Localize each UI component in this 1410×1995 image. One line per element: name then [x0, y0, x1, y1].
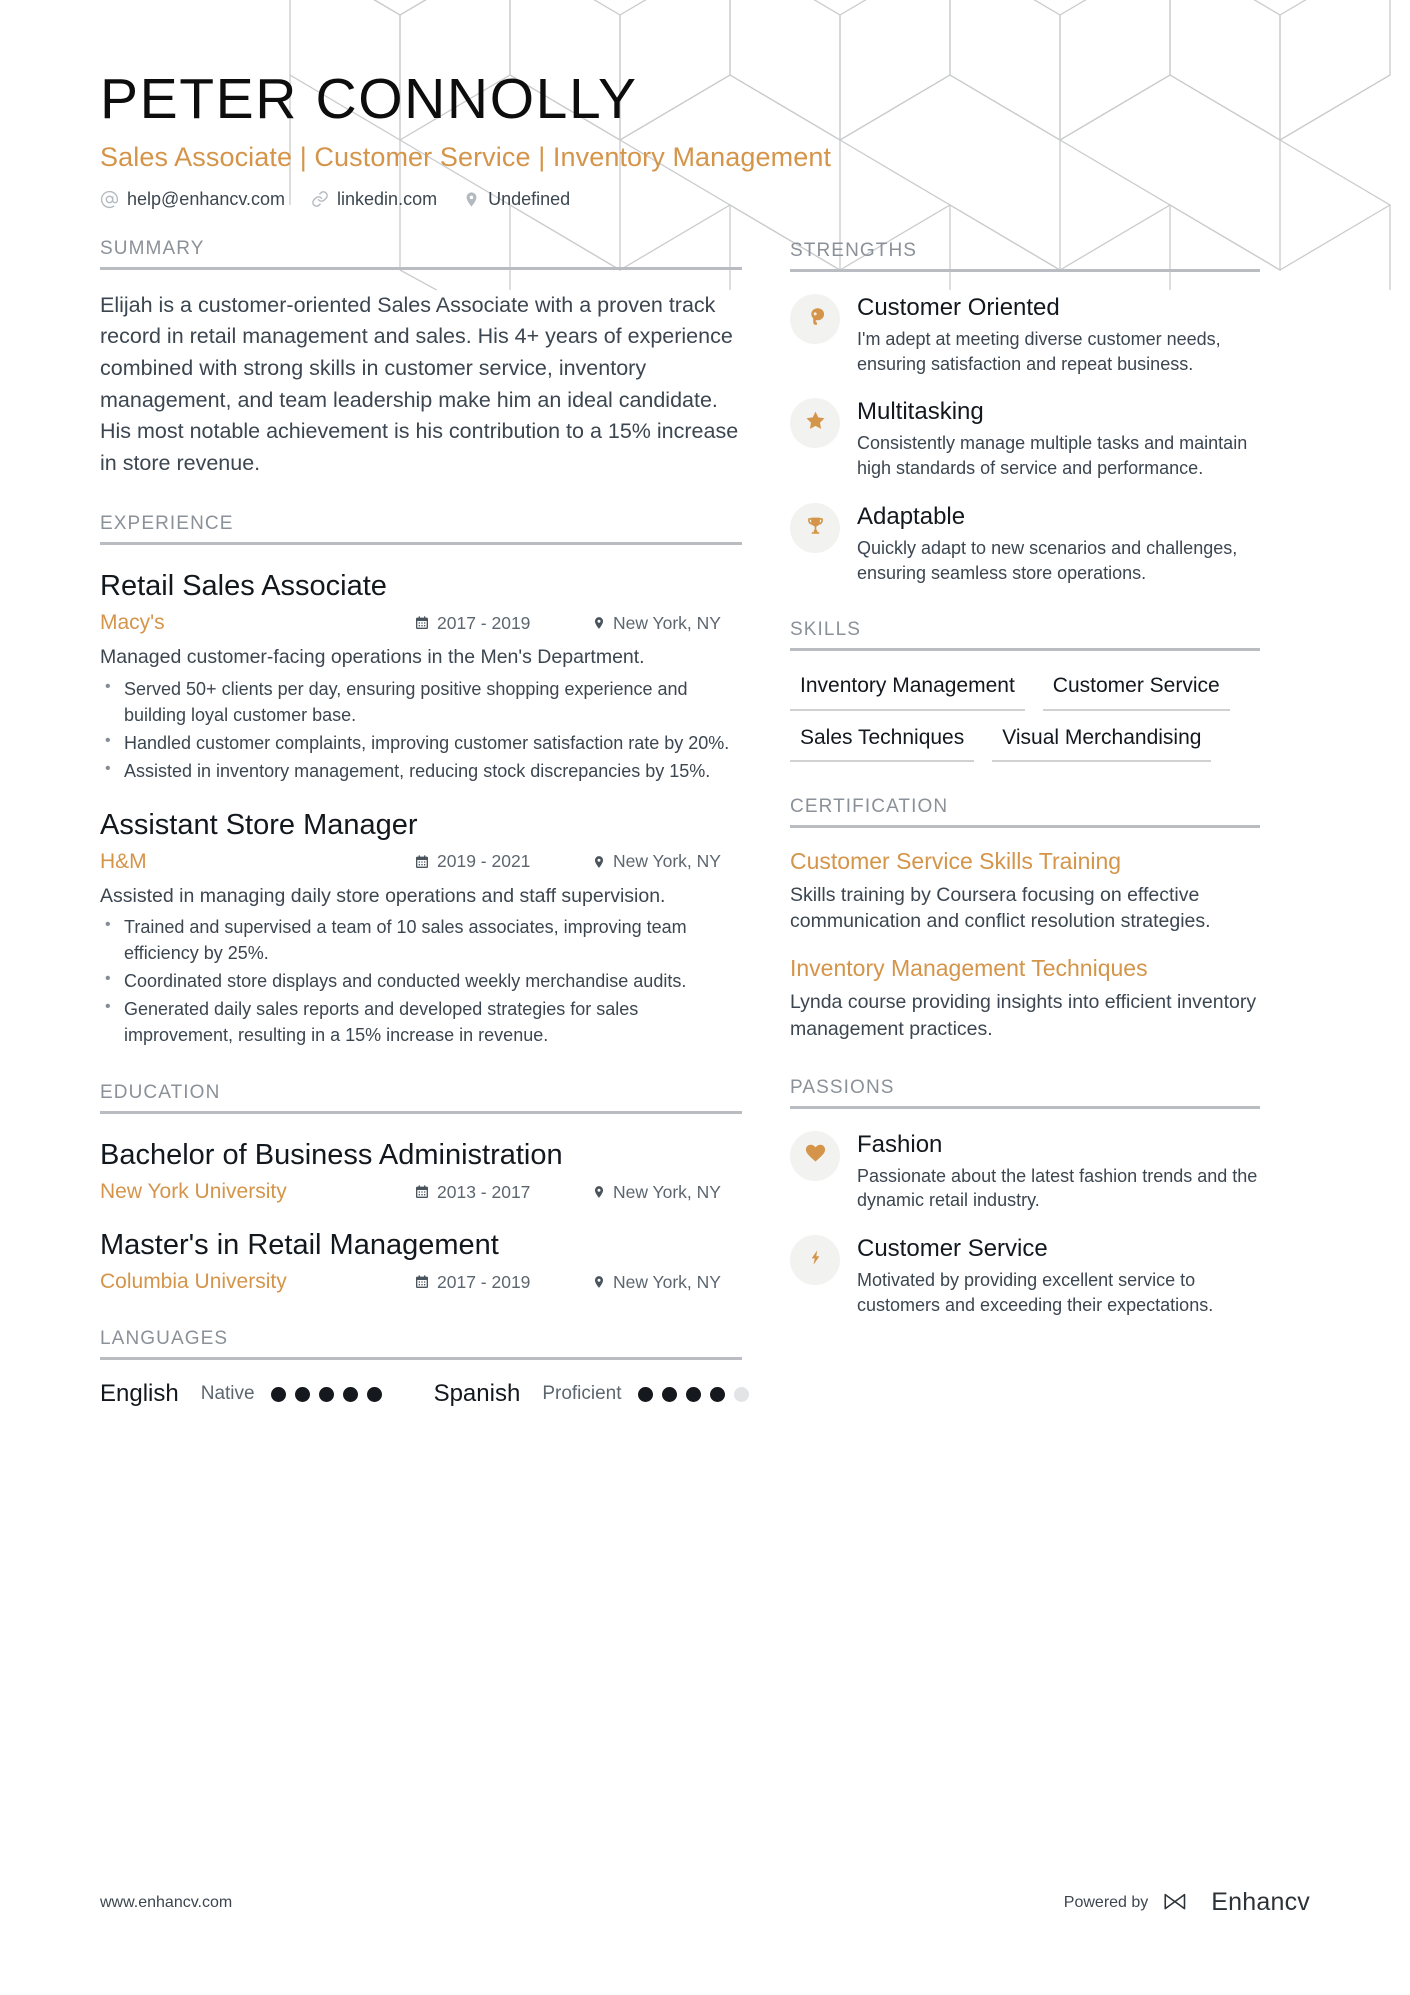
right-column	[790, 238, 1260, 1318]
section-heading-languages: LANGUAGES	[100, 1328, 229, 1350]
degree-meta	[100, 1270, 742, 1294]
education-entry	[100, 1138, 742, 1204]
skill-tag: Sales Techniques	[790, 721, 974, 762]
skill-tag: Inventory Management	[790, 669, 1025, 710]
job-bullet: • Trained and supervised a team of 10 sales associates, improving team efficiency by 25%.	[100, 914, 742, 966]
calendar-icon	[414, 854, 430, 870]
heart-icon	[804, 1142, 827, 1170]
location-pin-icon	[592, 615, 606, 631]
section-divider	[790, 269, 1260, 272]
skill-tag: Visual Merchandising	[992, 721, 1211, 762]
section-passions	[790, 1077, 1260, 1318]
job-bullets	[100, 914, 742, 1048]
section-heading-education: EDUCATION	[100, 1082, 221, 1104]
star-icon	[804, 409, 827, 437]
rating-dot	[319, 1387, 334, 1402]
contact-linkedin[interactable]	[311, 189, 437, 210]
degree-location-text: New York, NY	[613, 1271, 721, 1292]
rating-dot	[271, 1387, 286, 1402]
section-divider	[100, 1357, 742, 1360]
passion-item	[790, 1131, 1260, 1214]
job-bullet: • Handled customer complaints, improving customer satisfaction rate by 20%.	[100, 730, 742, 756]
rating-dot	[734, 1387, 749, 1402]
footer-url[interactable]: www.enhancv.com	[100, 1893, 233, 1911]
rating-dot	[367, 1387, 382, 1402]
resume-header	[100, 0, 1310, 210]
left-column	[100, 238, 790, 1408]
skill-list	[790, 669, 1260, 762]
footer-branding	[1064, 1888, 1310, 1917]
job-description: Assisted in managing daily store operations and staff supervision.	[100, 884, 666, 907]
language-rating	[271, 1387, 382, 1402]
job-date-text: 2019 - 2021	[437, 851, 531, 872]
certification-title: Inventory Management Techniques	[790, 955, 1148, 982]
language-rating	[638, 1387, 749, 1402]
section-heading-skills: SKILLS	[790, 619, 862, 641]
link-icon	[311, 190, 329, 208]
strength-badge	[790, 398, 840, 448]
section-heading-strengths: STRENGTHS	[790, 239, 918, 261]
job-company: Macy's	[100, 611, 165, 635]
language-name: English	[100, 1380, 179, 1408]
section-divider	[790, 825, 1260, 828]
section-education	[100, 1082, 742, 1294]
education-entry	[100, 1228, 742, 1294]
passion-title: Fashion	[857, 1130, 943, 1158]
job-title: Assistant Store Manager	[100, 808, 418, 841]
brand-name: Enhancv	[1211, 1888, 1310, 1916]
job-bullet: • Served 50+ clients per day, ensuring positive shopping experience and building loyal customer base.	[100, 676, 742, 728]
strength-title: Customer Oriented	[857, 293, 1060, 321]
candidate-headline: Sales Associate | Customer Service | Inventory Management	[100, 141, 832, 172]
passion-desc: Passionate about the latest fashion trends and the dynamic retail industry.	[857, 1165, 1258, 1211]
location-pin-icon	[592, 1184, 606, 1200]
section-divider	[790, 1106, 1260, 1109]
passion-badge	[790, 1131, 840, 1181]
certification-desc: Lynda course providing insights into efficient inventory management practices.	[790, 990, 1257, 1040]
section-strengths	[790, 240, 1260, 586]
school-name: Columbia University	[100, 1270, 287, 1294]
job-date	[414, 851, 592, 872]
enhancv-mark-icon	[1160, 1890, 1202, 1915]
section-heading-certification: CERTIFICATION	[790, 795, 949, 817]
lightning-bolt-icon	[807, 1247, 824, 1273]
rating-dot	[295, 1387, 310, 1402]
job-meta	[100, 611, 742, 635]
strength-body	[857, 398, 1260, 481]
section-heading-experience: EXPERIENCE	[100, 513, 234, 535]
section-divider	[100, 267, 742, 270]
contact-email-text: help@enhancv.com	[127, 188, 286, 209]
job-meta	[100, 850, 742, 874]
passion-badge	[790, 1235, 840, 1285]
rating-dot	[710, 1387, 725, 1402]
strength-body	[857, 503, 1260, 586]
contact-location	[463, 189, 570, 210]
location-pin-icon	[592, 854, 606, 870]
degree-title: Master's in Retail Management	[100, 1229, 499, 1262]
job-location	[592, 851, 742, 872]
at-icon	[100, 190, 119, 209]
job-bullet: • Assisted in inventory management, reducing stock discrepancies by 15%.	[100, 758, 742, 784]
language-name: Spanish	[433, 1380, 521, 1408]
degree-meta	[100, 1180, 742, 1204]
strength-title: Multitasking	[857, 398, 984, 426]
location-pin-icon	[592, 1274, 606, 1290]
job-bullet: • Coordinated store displays and conducted weekly merchandise audits.	[100, 968, 742, 994]
rating-dot	[662, 1387, 677, 1402]
resume-body	[100, 238, 1310, 1408]
skill-tag: Customer Service	[1043, 669, 1230, 710]
passion-title: Customer Service	[857, 1235, 1048, 1263]
language-level: Native	[200, 1383, 255, 1405]
strength-title: Adaptable	[857, 502, 966, 530]
head-profile-icon	[805, 306, 826, 332]
calendar-icon	[414, 1184, 430, 1200]
strength-body	[857, 294, 1260, 377]
job-date-text: 2017 - 2019	[437, 612, 531, 633]
rating-dot	[343, 1387, 358, 1402]
certification-item	[790, 955, 1260, 1042]
candidate-name: PETER CONNOLLY	[100, 67, 638, 131]
certification-item	[790, 848, 1260, 935]
certification-desc: Skills training by Coursera focusing on effective communication and conflict resolution strategies.	[790, 883, 1211, 933]
passion-body	[857, 1235, 1260, 1318]
contact-email[interactable]	[100, 189, 285, 210]
calendar-icon	[414, 1274, 430, 1290]
contact-linkedin-text: linkedin.com	[337, 188, 438, 209]
degree-date-text: 2013 - 2017	[437, 1181, 531, 1202]
section-languages	[100, 1328, 742, 1408]
passion-body	[857, 1131, 1260, 1214]
degree-date-text: 2017 - 2019	[437, 1271, 531, 1292]
job-description: Managed customer-facing operations in the Men's Department.	[100, 646, 645, 669]
degree-location	[592, 1182, 742, 1203]
contact-list	[100, 189, 1310, 210]
job-title: Retail Sales Associate	[100, 570, 387, 603]
job-location-text: New York, NY	[613, 612, 721, 633]
section-divider	[100, 542, 742, 545]
strength-desc: Consistently manage multiple tasks and maintain high standards of service and performance.	[857, 433, 1248, 479]
job-location	[592, 613, 742, 634]
language-item	[434, 1380, 749, 1408]
strength-badge	[790, 294, 840, 344]
experience-entry	[100, 808, 742, 1049]
experience-entry	[100, 569, 742, 783]
language-item	[100, 1380, 382, 1408]
strength-desc: I'm adept at meeting diverse customer needs, ensuring satisfaction and repeat business.	[857, 328, 1221, 374]
job-date	[414, 613, 592, 634]
location-pin-icon	[463, 190, 480, 209]
section-divider	[790, 648, 1260, 651]
strength-desc: Quickly adapt to new scenarios and challenges, ensuring seamless store operations.	[857, 537, 1238, 583]
school-name: New York University	[100, 1180, 287, 1204]
section-heading-summary: SUMMARY	[100, 237, 205, 259]
passion-item	[790, 1235, 1260, 1318]
trophy-icon	[805, 515, 826, 541]
job-location-text: New York, NY	[613, 851, 721, 872]
section-heading-passions: PASSIONS	[790, 1076, 895, 1098]
page-footer	[100, 1888, 1310, 1917]
job-company: H&M	[100, 849, 147, 873]
section-summary	[100, 238, 742, 480]
calendar-icon	[414, 615, 430, 631]
degree-title: Bachelor of Business Administration	[100, 1139, 563, 1172]
degree-date	[414, 1272, 592, 1293]
certification-title: Customer Service Skills Training	[790, 847, 1122, 874]
section-certification	[790, 796, 1260, 1043]
summary-text: Elijah is a customer-oriented Sales Associate with a proven track record in retail management and sales. His 4+ years of experience combined with strong skills in customer service, inventory management, and team leadership make him an ideal candidate. His most notable achievement is his contribution to a 15% increase in store revenue.	[100, 292, 739, 475]
rating-dot	[638, 1387, 653, 1402]
enhancv-logo	[1160, 1888, 1310, 1917]
powered-by-label: Powered by	[1063, 1893, 1149, 1911]
degree-location	[592, 1272, 742, 1293]
passion-desc: Motivated by providing excellent service to customers and exceeding their expectations.	[857, 1270, 1214, 1315]
strength-badge	[790, 503, 840, 553]
strength-item	[790, 398, 1260, 481]
job-bullets	[100, 676, 742, 784]
rating-dot	[686, 1387, 701, 1402]
strength-item	[790, 294, 1260, 377]
degree-location-text: New York, NY	[613, 1181, 721, 1202]
section-experience	[100, 513, 742, 1048]
language-list	[100, 1380, 742, 1408]
language-level: Proficient	[542, 1383, 622, 1405]
degree-date	[414, 1182, 592, 1203]
strength-item	[790, 503, 1260, 586]
section-skills	[790, 619, 1260, 762]
contact-location-text: Undefined	[488, 188, 571, 209]
job-bullet: • Generated daily sales reports and developed strategies for sales improvement, resulting in a 15% increase in revenue.	[100, 996, 742, 1048]
section-divider	[100, 1111, 742, 1114]
